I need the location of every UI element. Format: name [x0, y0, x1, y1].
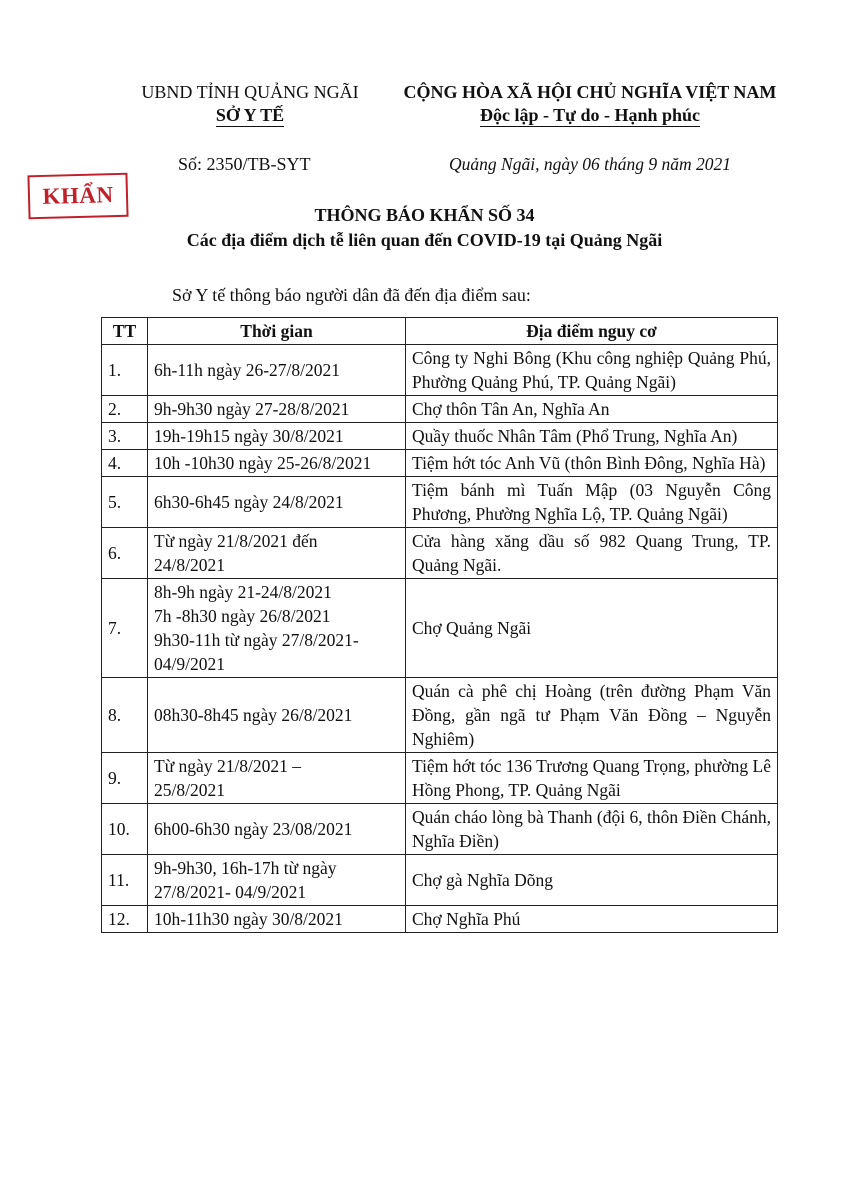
place-date: Quảng Ngãi, ngày 06 tháng 9 năm 2021 — [449, 154, 731, 174]
table-row — [102, 528, 778, 579]
urgent-stamp: KHẨN — [27, 173, 128, 220]
motto-text: Độc lập - Tự do - Hạnh phúc — [479, 105, 701, 125]
row-time: 6h-11h ngày 26-27/8/2021 — [148, 345, 406, 396]
table-row — [102, 450, 778, 477]
col-header-time: Thời gian — [148, 318, 406, 345]
row-number: 3. — [102, 423, 148, 450]
org-parent: UBND TỈNH QUẢNG NGÃI — [141, 82, 359, 102]
table-row — [102, 804, 778, 855]
table-row — [102, 423, 778, 450]
notice-subtitle: Các địa điểm dịch tễ liên quan đến COVID-19 tại Quảng Ngãi — [186, 230, 663, 250]
row-time: 6h30-6h45 ngày 24/8/2021 — [148, 477, 406, 528]
row-time: Từ ngày 21/8/2021 đến 24/8/2021 — [148, 528, 406, 579]
doc-number: Số: 2350/TB-SYT — [178, 154, 311, 174]
org-name-text: SỞ Y TẾ — [215, 105, 285, 125]
row-place: Công ty Nghi Bông (Khu công nghiệp Quảng Phú, Phường Quảng Phú, TP. Quảng Ngãi) — [406, 345, 778, 396]
row-time: 19h-19h15 ngày 30/8/2021 — [148, 423, 406, 450]
table-row — [102, 477, 778, 528]
row-place: Tiệm hớt tóc 136 Trương Quang Trọng, phường Lê Hồng Phong, TP. Quảng Ngãi — [406, 753, 778, 804]
row-place: Quán cháo lòng bà Thanh (đội 6, thôn Điền Chánh, Nghĩa Điền) — [406, 804, 778, 855]
table-row — [102, 906, 778, 933]
table-row — [102, 396, 778, 423]
row-number: 11. — [102, 855, 148, 906]
row-place: Tiệm hớt tóc Anh Vũ (thôn Bình Đông, Nghĩa Hà) — [406, 450, 778, 477]
row-number: 5. — [102, 477, 148, 528]
row-time: 08h30-8h45 ngày 26/8/2021 — [148, 678, 406, 753]
row-place: Quầy thuốc Nhân Tâm (Phổ Trung, Nghĩa An) — [406, 423, 778, 450]
row-number: 2. — [102, 396, 148, 423]
row-number: 10. — [102, 804, 148, 855]
table-row — [102, 753, 778, 804]
notice-title: THÔNG BÁO KHẨN SỐ 34 — [314, 205, 535, 225]
intro-text: Sở Y tế thông báo người dân đã đến địa điểm sau: — [172, 285, 531, 305]
row-number: 12. — [102, 906, 148, 933]
row-number: 7. — [102, 579, 148, 678]
row-time: 9h-9h30, 16h-17h từ ngày 27/8/2021- 04/9/2021 — [148, 855, 406, 906]
row-time: Từ ngày 21/8/2021 – 25/8/2021 — [148, 753, 406, 804]
row-number: 8. — [102, 678, 148, 753]
row-time: 8h-9h ngày 21-24/8/2021 7h -8h30 ngày 26/8/2021 9h30-11h từ ngày 27/8/2021- 04/9/2021 — [148, 579, 406, 678]
table-header-row — [102, 318, 778, 345]
row-number: 4. — [102, 450, 148, 477]
table-row — [102, 678, 778, 753]
row-number: 1. — [102, 345, 148, 396]
table-row — [102, 345, 778, 396]
row-place: Chợ Quảng Ngãi — [406, 579, 778, 678]
row-time: 6h00-6h30 ngày 23/08/2021 — [148, 804, 406, 855]
row-number: 9. — [102, 753, 148, 804]
row-number: 6. — [102, 528, 148, 579]
col-header-place: Địa điểm nguy cơ — [406, 318, 778, 345]
table-row — [102, 855, 778, 906]
col-header-tt: TT — [102, 318, 148, 345]
table-row — [102, 579, 778, 678]
motto — [380, 105, 800, 126]
risk-locations-table — [101, 317, 778, 933]
row-time: 10h -10h30 ngày 25-26/8/2021 — [148, 450, 406, 477]
row-time: 9h-9h30 ngày 27-28/8/2021 — [148, 396, 406, 423]
row-time: 10h-11h30 ngày 30/8/2021 — [148, 906, 406, 933]
row-place: Chợ Nghĩa Phú — [406, 906, 778, 933]
org-name — [100, 105, 400, 126]
row-place: Chợ thôn Tân An, Nghĩa An — [406, 396, 778, 423]
republic-title: CỘNG HÒA XÃ HỘI CHỦ NGHĨA VIỆT NAM — [403, 82, 777, 102]
row-place: Quán cà phê chị Hoàng (trên đường Phạm Văn Đồng, gần ngã tư Phạm Văn Đồng – Nguyễn Nghiêm) — [406, 678, 778, 753]
row-place: Tiệm bánh mì Tuấn Mập (03 Nguyễn Công Phương, Phường Nghĩa Lộ, TP. Quảng Ngãi) — [406, 477, 778, 528]
row-place: Chợ gà Nghĩa Dõng — [406, 855, 778, 906]
row-place: Cửa hàng xăng dầu số 982 Quang Trung, TP. Quảng Ngãi. — [406, 528, 778, 579]
